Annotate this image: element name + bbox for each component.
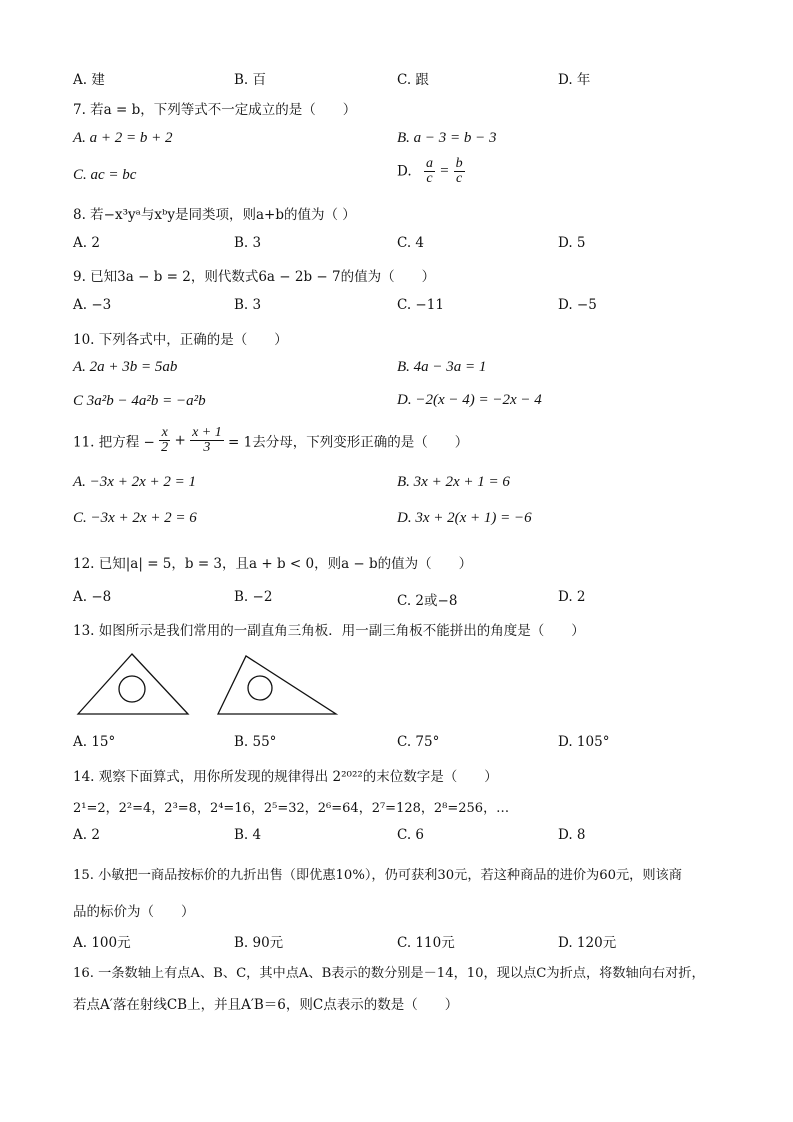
q7-option-b: B. a − 3 = b − 3: [397, 130, 497, 146]
q13-option-c: C. 75°: [397, 734, 440, 750]
q15-option-d: D. 120元: [558, 935, 617, 951]
triangle-rulers-figure: [70, 648, 350, 722]
q9-option-c: C. −11: [397, 297, 444, 313]
right-triangle-ruler: [218, 656, 336, 714]
q8-option-c: C. 4: [397, 235, 425, 251]
q12-stem: 12. 已知|a| = 5，b = 3，且a + b < 0，则a − b的值为（ ）: [73, 556, 473, 572]
q7-option-c: C. ac = bc: [73, 167, 137, 183]
q15-option-c: C. 110元: [397, 935, 455, 951]
q7-fraction-a-over-c: [424, 157, 435, 186]
q8-option-b: B. 3: [234, 235, 262, 251]
q13-option-a: A. 15°: [73, 734, 116, 750]
q8-option-d: D. 5: [558, 235, 586, 251]
q7-fraction-b-over-c: [454, 157, 465, 186]
q10-stem: 10. 下列各式中，正确的是（ ）: [73, 332, 288, 348]
q14-option-b: B. 4: [234, 827, 262, 843]
q6-option-b: B. 百: [234, 72, 267, 88]
q14-stem: 14. 观察下面算式，用你所发现的规律得出 2²⁰²²的末位数字是（ ）: [73, 769, 498, 785]
q12-option-b: B. −2: [234, 589, 273, 605]
q14-sequence: 2¹=2，2²=4，2³=8，2⁴=16，2⁵=32，2⁶=64，2⁷=128，2⁸=256，…: [73, 801, 510, 816]
q11-plus: +: [174, 432, 186, 449]
q6-option-d: D. 年: [558, 72, 591, 88]
q8-option-a: A. 2: [73, 235, 100, 251]
fraction-denominator: c: [426, 171, 433, 186]
q11-option-d: D. 3x + 2(x + 1) = −6: [397, 510, 532, 526]
q11-stem: [73, 426, 468, 455]
q12-option-d: D. 2: [558, 589, 586, 605]
fraction-numerator: b: [455, 156, 463, 171]
q11-option-a: A. −3x + 2x + 2 = 1: [73, 474, 196, 490]
q11-fraction-x-over-2: [159, 426, 170, 455]
q12-option-c: C. 2或−8: [397, 593, 458, 609]
q10-option-c: C 3a²b − 4a²b = −a²b: [73, 393, 206, 409]
q11-option-b: B. 3x + 2x + 1 = 6: [397, 474, 510, 490]
q7-option-a: A. a + 2 = b + 2: [73, 130, 173, 146]
q7-option-d: D. $\frac{a}{c}$ = $\frac{b}{c}$: [397, 156, 463, 186]
q6-option-a: A. 建: [73, 72, 105, 88]
fraction-denominator: 2: [161, 440, 169, 455]
q15-stem-line-1: 15. 小敏把一商品按标价的九折出售（即优惠10%），仍可获利30元，若这种商品的进价为60元，则该商: [73, 868, 682, 883]
q9-option-a: A. −3: [73, 297, 112, 313]
isosceles-ruler-hole: [119, 676, 145, 702]
q10-option-a: A. 2a + 3b = 5ab: [73, 359, 178, 375]
q15-stem-line-2: 品的标价为（ ）: [73, 904, 195, 920]
q9-option-d: D. −5: [558, 297, 597, 313]
q11-fraction-x1-over-3: [190, 426, 224, 455]
q14-option-c: C. 6: [397, 827, 425, 843]
fraction-numerator: a: [425, 156, 433, 171]
q11-stem-prefix: 11. 把方程 −: [73, 434, 155, 451]
q10-option-b: B. 4a − 3a = 1: [397, 359, 487, 375]
fraction-denominator: 3: [203, 440, 211, 455]
q11-option-c: C. −3x + 2x + 2 = 6: [73, 510, 197, 526]
q15-option-b: B. 90元: [234, 935, 284, 951]
q13-stem: 13. 如图所示是我们常用的一副直角三角板．用一副三角板不能拼出的角度是（ ）: [73, 623, 585, 639]
q16-stem-line-1: 16. 一条数轴上有点A、B、C，其中点A、B表示的数分别是－14，10，现以点C为折点，将数轴向右对折，: [73, 966, 705, 981]
q9-option-b: B. 3: [234, 297, 262, 313]
fraction-numerator: x + 1: [192, 425, 222, 440]
q16-stem-line-2: 若点A′落在射线CB上，并且A′B＝6，则C点表示的数是（ ）: [73, 997, 459, 1013]
q9-stem: 9. 已知3a − b = 2，则代数式6a − 2b − 7的值为（ ）: [73, 269, 436, 285]
q10-option-d: D. −2(x − 4) = −2x − 4: [397, 392, 542, 408]
q15-option-a: A. 100元: [73, 935, 131, 951]
fraction-numerator: x: [159, 426, 170, 441]
q6-option-c: C. 跟: [397, 72, 429, 88]
q12-option-a: A. −8: [73, 589, 112, 605]
q7-option-d-label: D.: [397, 163, 412, 180]
q7-stem: 7. 若a = b，下列等式不一定成立的是（ ）: [73, 102, 357, 118]
isosceles-triangle-ruler: [78, 654, 188, 714]
fraction-denominator: c: [456, 171, 463, 186]
q11-stem-suffix: = 1去分母，下列变形正确的是（ ）: [228, 434, 469, 451]
q14-option-d: D. 8: [558, 827, 586, 843]
q14-option-a: A. 2: [73, 827, 100, 843]
q8-stem: 8. 若−x³yᵃ与xᵇy是同类项，则a+b的值为（ ）: [73, 207, 356, 223]
q13-option-b: B. 55°: [234, 734, 277, 750]
q13-option-d: D. 105°: [558, 734, 610, 750]
right-ruler-hole: [248, 676, 272, 700]
